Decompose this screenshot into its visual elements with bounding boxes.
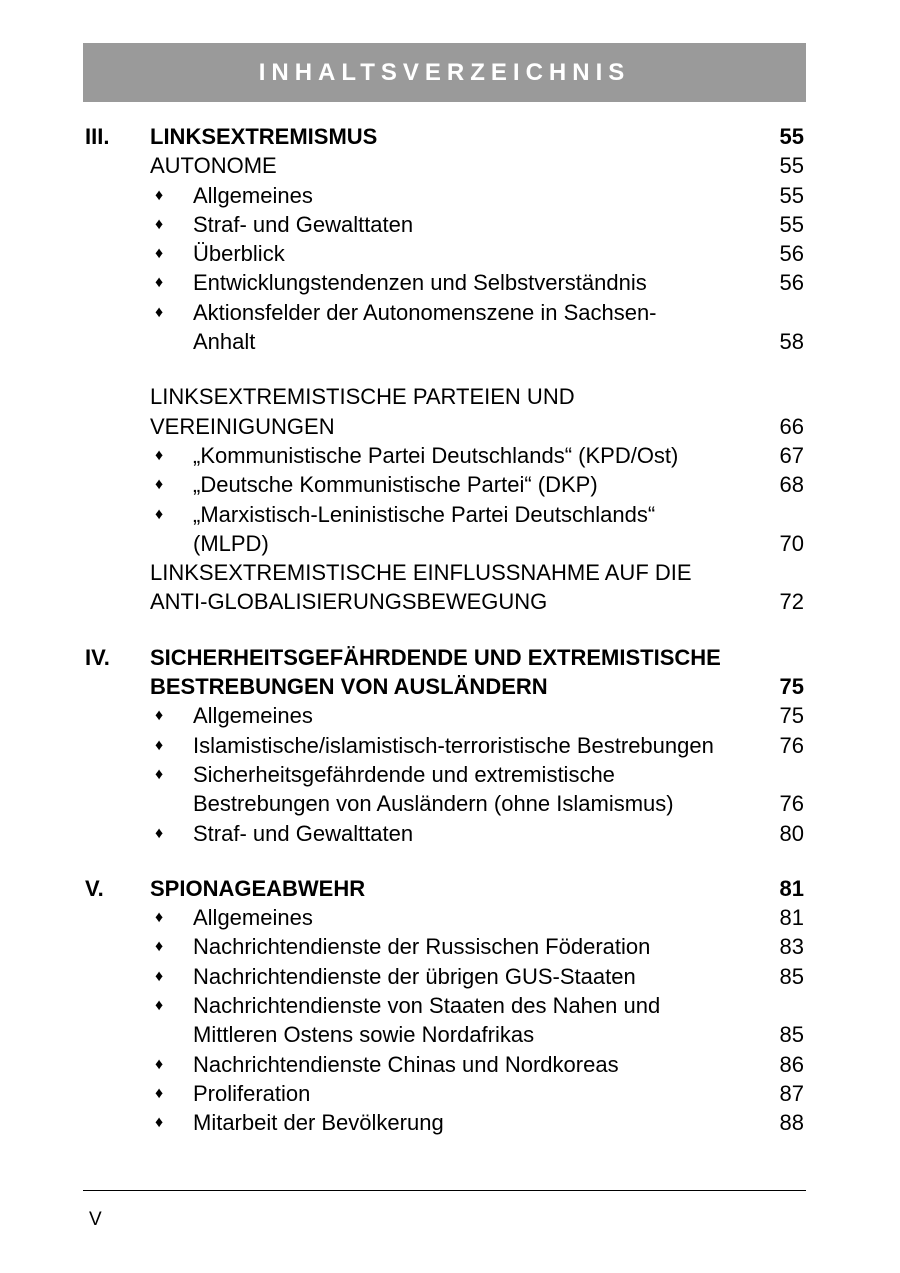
toc-item[interactable] (85, 239, 804, 268)
entry-page-number: 75 (779, 674, 804, 700)
diamond-bullet-icon: ♦ (155, 505, 164, 523)
diamond-bullet-icon: ♦ (155, 215, 164, 233)
entry-page-number: 81 (779, 875, 804, 901)
toc-item[interactable] (85, 268, 804, 297)
table-of-contents (85, 122, 804, 1138)
entry-page-number: 76 (779, 791, 804, 817)
entry-title: Mitarbeit der Bevölkerung (193, 1110, 444, 1136)
entry-page-number: 56 (779, 241, 804, 267)
section-number: IV. (85, 644, 110, 670)
entry-title: Allgemeines (193, 703, 313, 729)
toc-section[interactable] (85, 643, 804, 702)
toc-item[interactable] (85, 731, 804, 760)
toc-item[interactable] (85, 962, 804, 991)
toc-item[interactable] (85, 470, 804, 499)
entry-page-number: 75 (779, 703, 804, 729)
toc-item[interactable] (85, 903, 804, 932)
diamond-bullet-icon: ♦ (155, 997, 164, 1015)
toc-item[interactable] (85, 760, 804, 819)
diamond-bullet-icon: ♦ (155, 274, 164, 292)
entry-page-number: 83 (779, 934, 804, 960)
toc-title-banner: INHALTSVERZEICHNIS (83, 43, 806, 102)
diamond-bullet-icon: ♦ (155, 938, 164, 956)
toc-section[interactable] (85, 122, 804, 151)
toc-heading[interactable] (85, 151, 804, 180)
diamond-bullet-icon: ♦ (155, 1114, 164, 1132)
toc-item[interactable] (85, 701, 804, 730)
entry-title: Aktionsfelder der Autonomenszene in Sachsen- Anhalt (193, 299, 657, 355)
toc-item[interactable] (85, 1079, 804, 1108)
entry-title: LINKSEXTREMISTISCHE PARTEIEN UND VEREINIGUNGEN (150, 384, 575, 439)
entry-title: SICHERHEITSGEFÄHRDENDE UND EXTREMISTISCHE BESTREBUNGEN VON AUSLÄNDERN (150, 644, 721, 700)
toc-section[interactable] (85, 874, 804, 903)
toc-heading[interactable] (85, 558, 804, 617)
entry-title: LINKSEXTREMISTISCHE EINFLUSSNAHME AUF DIE ANTI-GLOBALISIERUNGSBEWEGUNG (150, 560, 692, 615)
diamond-bullet-icon: ♦ (155, 736, 164, 754)
toc-item[interactable] (85, 1108, 804, 1137)
diamond-bullet-icon: ♦ (155, 186, 164, 204)
entry-title: Straf- und Gewalttaten (193, 820, 414, 846)
entry-title: Islamistische/islamistisch-terroristische Bestrebungen (193, 732, 714, 758)
diamond-bullet-icon: ♦ (155, 707, 164, 725)
entry-page-number: 55 (779, 124, 804, 149)
toc-item[interactable] (85, 210, 804, 239)
section-number: III. (85, 124, 110, 149)
entry-title: LINKSEXTREMISMUS (150, 124, 378, 149)
diamond-bullet-icon: ♦ (155, 909, 164, 927)
section-number: V. (85, 875, 104, 901)
toc-heading[interactable] (85, 382, 804, 441)
toc-item[interactable] (85, 181, 804, 210)
diamond-bullet-icon: ♦ (155, 446, 164, 464)
entry-title: „Marxistisch-Leninistische Partei Deutschlands“ (MLPD) (193, 501, 656, 556)
toc-item[interactable] (85, 298, 804, 357)
entry-title: „Deutsche Kommunistische Partei“ (DKP) (193, 472, 598, 498)
diamond-bullet-icon: ♦ (155, 1084, 164, 1102)
entry-page-number: 76 (779, 732, 804, 758)
entry-page-number: 55 (779, 182, 804, 208)
entry-page-number: 55 (779, 211, 804, 237)
entry-page-number: 70 (779, 530, 804, 556)
entry-title: Entwicklungstendenzen und Selbstverständnis (193, 270, 647, 296)
entry-title: Nachrichtendienste der Russischen Föderation (193, 934, 651, 960)
entry-page-number: 85 (779, 963, 804, 989)
entry-page-number: 88 (779, 1110, 804, 1136)
entry-page-number: 87 (779, 1080, 804, 1106)
entry-title: Sicherheitsgefährdende und extremistische Bestrebungen von Ausländern (ohne Islamismus) (193, 761, 674, 817)
entry-title: Überblick (193, 241, 285, 267)
toc-item[interactable] (85, 441, 804, 470)
entry-title: Allgemeines (193, 182, 313, 208)
entry-page-number: 81 (779, 905, 804, 931)
entry-title: Allgemeines (193, 905, 313, 931)
entry-page-number: 55 (779, 153, 804, 179)
entry-page-number: 66 (779, 413, 804, 439)
entry-title: Nachrichtendienste von Staaten des Nahen und Mittleren Ostens sowie Nordafrikas (193, 993, 661, 1048)
entry-title: Proliferation (193, 1080, 311, 1106)
toc-item[interactable] (85, 819, 804, 848)
section-spacer (85, 617, 804, 643)
diamond-bullet-icon: ♦ (155, 245, 164, 263)
entry-page-number: 58 (779, 329, 804, 355)
entry-page-number: 67 (779, 442, 804, 468)
page-number: V (89, 1209, 102, 1230)
diamond-bullet-icon: ♦ (155, 1055, 164, 1073)
entry-title: Nachrichtendienste Chinas und Nordkoreas (193, 1051, 619, 1077)
toc-item[interactable] (85, 991, 804, 1050)
entry-page-number: 85 (779, 1022, 804, 1048)
diamond-bullet-icon: ♦ (155, 824, 164, 842)
toc-item[interactable] (85, 932, 804, 961)
entry-page-number: 72 (779, 589, 804, 615)
diamond-bullet-icon: ♦ (155, 967, 164, 985)
entry-title: Straf- und Gewalttaten (193, 211, 414, 237)
diamond-bullet-icon: ♦ (155, 303, 164, 321)
section-spacer (85, 356, 804, 382)
toc-item[interactable] (85, 500, 804, 559)
entry-page-number: 86 (779, 1051, 804, 1077)
entry-title: SPIONAGEABWEHR (150, 875, 366, 901)
diamond-bullet-icon: ♦ (155, 476, 164, 494)
entry-page-number: 68 (779, 472, 804, 498)
entry-title: Nachrichtendienste der übrigen GUS-Staaten (193, 963, 636, 989)
diamond-bullet-icon: ♦ (155, 765, 164, 783)
entry-title: „Kommunistische Partei Deutschlands“ (KPD/Ost) (193, 442, 679, 468)
entry-title: AUTONOME (150, 153, 277, 179)
toc-item[interactable] (85, 1050, 804, 1079)
footer-divider (83, 1190, 806, 1191)
entry-page-number: 80 (779, 820, 804, 846)
entry-page-number: 56 (779, 270, 804, 296)
section-spacer (85, 848, 804, 874)
